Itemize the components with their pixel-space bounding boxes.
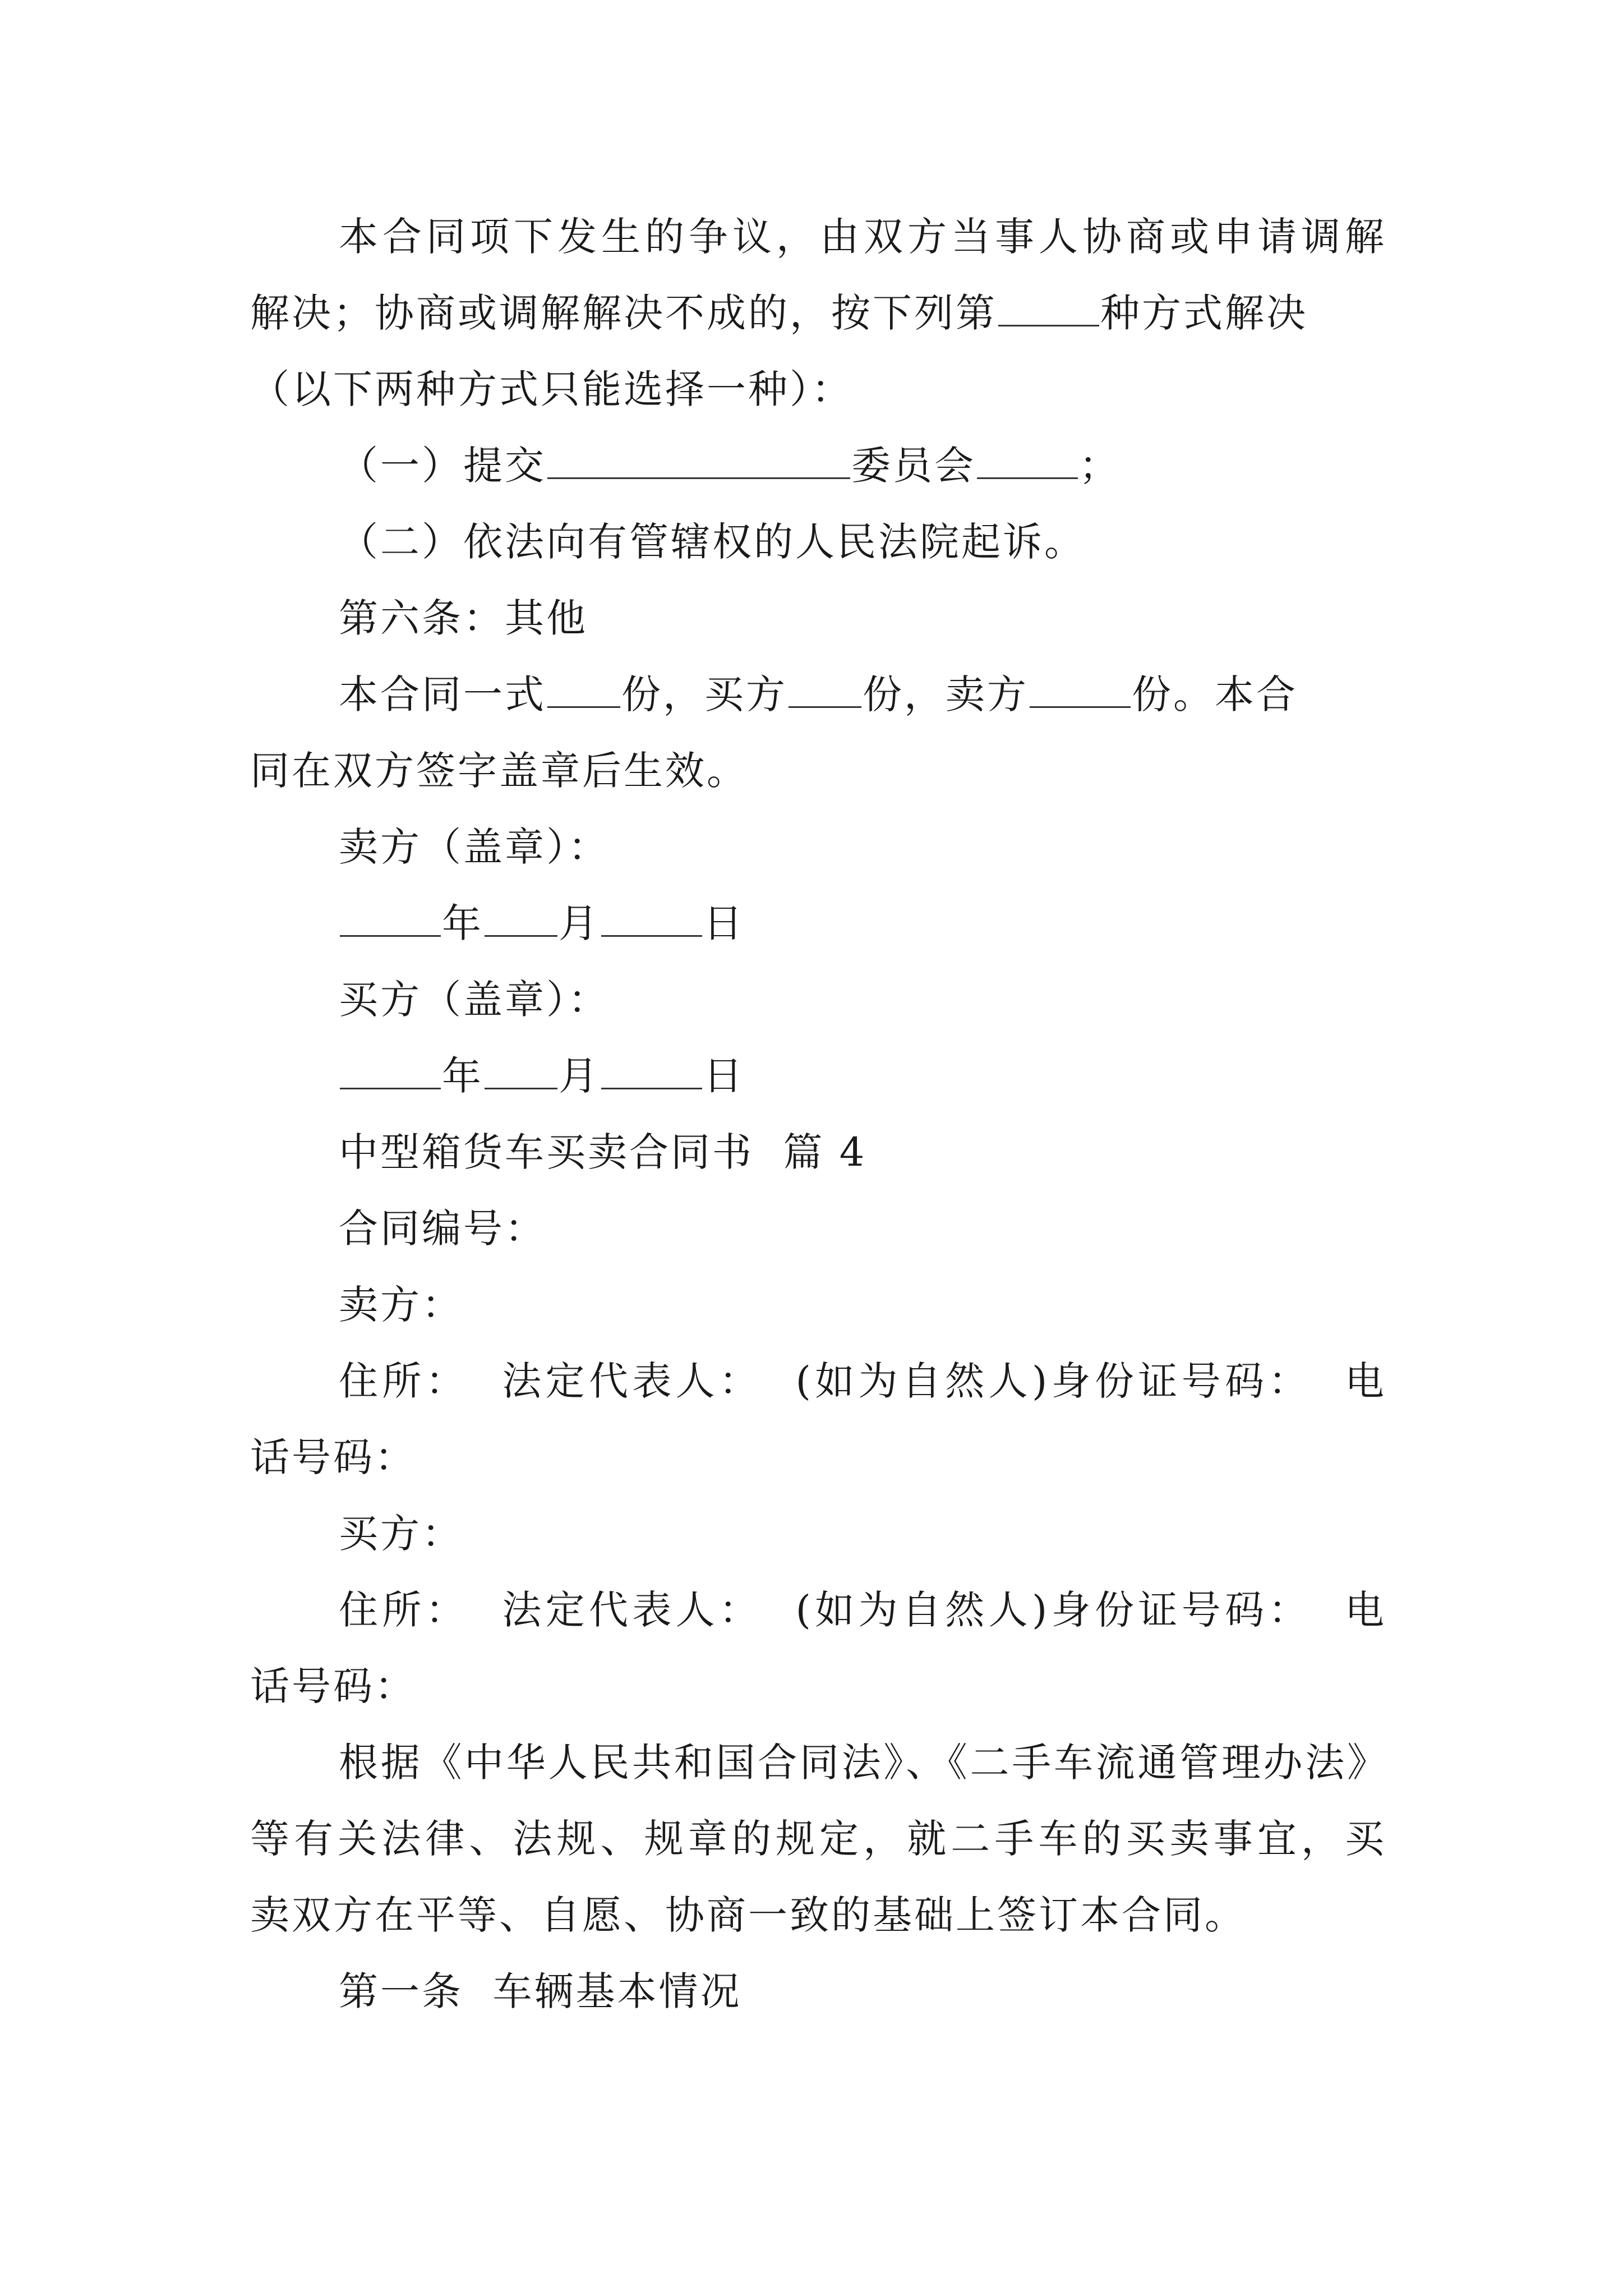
blank-buyer-month[interactable] xyxy=(485,1054,557,1089)
paragraph-copies-line-1 xyxy=(339,666,1298,723)
option-court: （二）依法向有管辖权的人民法院起诉。 xyxy=(339,519,1086,565)
paragraph-copies-line-2: 同在双方签字盖章后生效。 xyxy=(250,748,748,794)
blank-arbitration-body[interactable] xyxy=(547,444,850,479)
copies-text-d: 份。本合 xyxy=(1132,671,1298,717)
paragraph-basis-line-2: 等有关法律、法规、规章的规定，就二手车的买卖事宜，买 xyxy=(250,1816,1386,1862)
seller-sign-date xyxy=(339,895,745,951)
option-arbitration xyxy=(339,438,1121,494)
article-1-heading: 第一条 车辆基本情况 xyxy=(339,1968,742,2014)
dispute-text-a: 解决；协商或调解解决不成的，按下列第 xyxy=(250,290,997,336)
copies-text-c: 份，卖方 xyxy=(863,671,1029,717)
copies-text-b: 份，买方 xyxy=(621,671,787,717)
contract-number-label: 合同编号： xyxy=(339,1205,546,1251)
copies-text-a: 本合同一式 xyxy=(339,671,546,717)
blank-total-copies[interactable] xyxy=(547,673,620,708)
seller-info-line-1: 住所： 法定代表人： (如为自然人)身份证号码： 电 xyxy=(339,1358,1386,1404)
buyer-sign-date xyxy=(339,1048,745,1104)
option-1-committee: 委员会 xyxy=(851,443,976,489)
blank-committee-location[interactable] xyxy=(977,444,1078,479)
buyer-label: 买方： xyxy=(339,1511,463,1557)
paragraph-dispute-line-1: 本合同项下发生的争议，由双方当事人协商或申请调解 xyxy=(339,214,1386,260)
blank-method-number[interactable] xyxy=(998,291,1099,326)
blank-buyer-year[interactable] xyxy=(340,1054,441,1089)
day-label: 日 xyxy=(703,900,745,946)
blank-seller-year[interactable] xyxy=(340,901,441,937)
paragraph-dispute-line-3: （以下两种方式只能选择一种）： xyxy=(250,366,853,412)
blank-seller-day[interactable] xyxy=(601,901,702,937)
option-1-label: （一）提交 xyxy=(339,443,546,489)
dispute-text-b: 种方式解决 xyxy=(1100,290,1308,336)
article-6-heading: 第六条：其他 xyxy=(339,595,588,641)
seller-label: 卖方： xyxy=(339,1282,463,1328)
year-label: 年 xyxy=(442,1053,483,1099)
year-label: 年 xyxy=(442,900,483,946)
buyer-seal-label: 买方（盖章）： xyxy=(339,977,610,1023)
blank-buyer-day[interactable] xyxy=(601,1054,702,1089)
buyer-info-line-1: 住所： 法定代表人： (如为自然人)身份证号码： 电 xyxy=(339,1587,1386,1633)
blank-seller-month[interactable] xyxy=(485,901,557,937)
month-label: 月 xyxy=(559,900,600,946)
section-title: 中型箱货车买卖合同书 篇 4 xyxy=(339,1129,867,1175)
blank-seller-copies[interactable] xyxy=(1030,673,1131,708)
paragraph-basis-line-3: 卖双方在平等、自愿、协商一致的基础上签订本合同。 xyxy=(250,1892,1246,1938)
option-1-end: ； xyxy=(1079,443,1121,489)
paragraph-basis-line-1: 根据《中华人民共和国合同法》、《二手车流通管理办法》 xyxy=(339,1740,1386,1786)
blank-buyer-copies[interactable] xyxy=(789,673,861,708)
buyer-info-line-2: 话号码： xyxy=(250,1663,416,1709)
month-label: 月 xyxy=(559,1053,600,1099)
day-label: 日 xyxy=(703,1053,745,1099)
paragraph-dispute-line-2 xyxy=(250,285,1308,341)
seller-seal-label: 卖方（盖章）： xyxy=(339,824,610,870)
seller-info-line-2: 话号码： xyxy=(250,1434,416,1480)
